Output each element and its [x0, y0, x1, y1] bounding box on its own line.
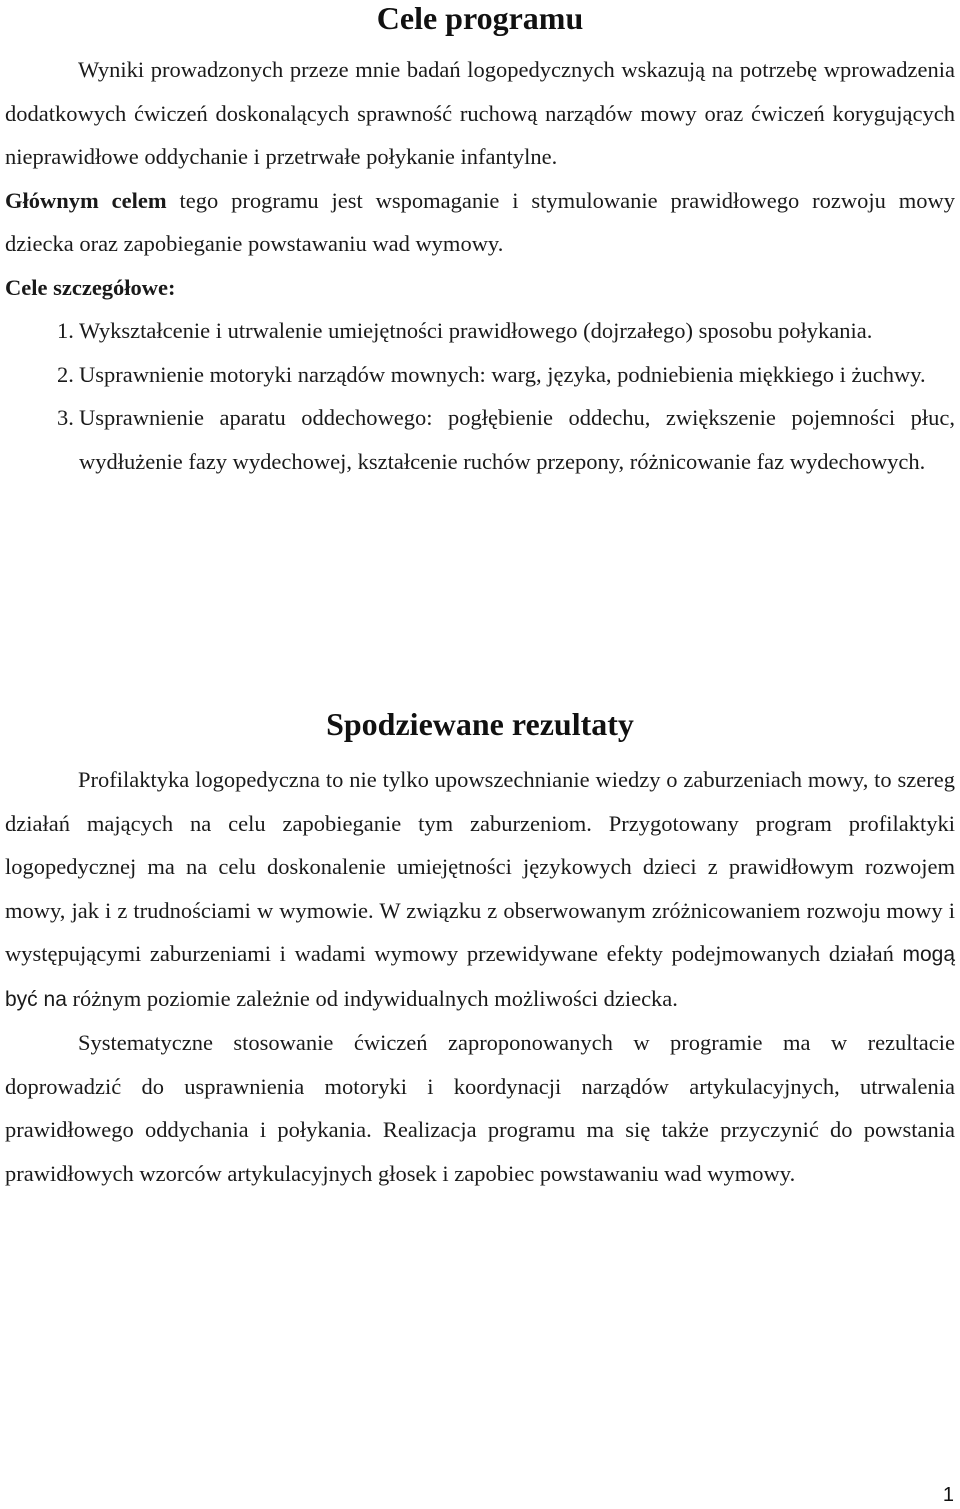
list-item-number: 3. [57, 405, 74, 430]
intro-paragraph: Wyniki prowadzonych przeze mnie badań logopedycznych wskazują na potrzebę wprowadzenia dodatkowych ćwiczeń doskonalących sprawność ruchową narządów mowy oraz ćwiczeń korygujących nieprawidłowe oddychanie i przetrwałe połykanie infantylne. [5, 57, 955, 169]
main-goal-paragraph [5, 179, 955, 266]
detailed-goals-heading: Cele szczegółowe: [5, 274, 176, 300]
list-item-text: Usprawnienie motoryki narządów mownych: warg, języka, podniebienia miękkiego i żuchwy. [79, 361, 926, 387]
page-number: 1 [942, 1484, 954, 1506]
section-title-goals: Cele programu [376, 0, 584, 36]
results-paragraph-2: Systematyczne stosowanie ćwiczeń zaproponowanych w programie ma w rezultacie doprowadzić do usprawnienia motoryki i koordynacji narządów artykulacyjnych, utrwalenia prawidłowego oddychania i połykania. Realizacja programu ma się także przyczynić do powstania prawidłowych wzorców artykulacyjnych głosek i zapobiec powstawaniu wad wymowy. [5, 1030, 955, 1186]
results-paragraph-1-part-a: Profilaktyka logopedyczna to nie tylko upowszechnianie wiedzy o zaburzeniach mowy, to szereg działań mających na celu zapobieganie tym zaburzeniom. Przygotowany program profilaktyki logopedycznej ma na celu doskonalenie umiejętności językowych dzieci z prawidłowym rozwojem mowy, jak i z trudnościami w wymowie. W związku z obserwowanym zróżnicowaniem rozwoju mowy i występującymi zaburzeniami i wadami wymowy przewidywane efekty podejmowanych działań [5, 767, 955, 966]
list-item-text: Wykształcenie i utrwalenie umiejętności prawidłowego (dojrzałego) sposobu połykania. [79, 318, 873, 343]
list-item-number: 1. [57, 318, 74, 343]
detailed-goals-list [5, 309, 955, 483]
goals-section-body [5, 48, 955, 483]
main-goal-label: Głównym celem [5, 187, 167, 213]
results-paragraph-1-part-c: różnym poziomie zależnie od indywidualnych możliwości dziecka. [66, 985, 678, 1011]
results-paragraph-1-part-b: mogą być na [5, 943, 955, 1011]
section-title-results: Spodziewane rezultaty [326, 706, 634, 742]
main-goal-text: tego programu jest wspomaganie i stymulowanie prawidłowego rozwoju mowy dziecka oraz zapobieganie powstawaniu wad wymowy. [5, 187, 955, 256]
list-item [5, 309, 955, 353]
list-item-number: 2. [57, 361, 74, 387]
list-item [5, 353, 955, 397]
results-paragraph-1 [5, 758, 955, 1021]
list-item [5, 396, 955, 483]
list-item-text: Usprawnienie aparatu oddechowego: pogłębienie oddechu, zwiększenie pojemności płuc, wydłużenie fazy wydechowej, kształcenie ruchów przepony, różnicowanie faz wydechowych. [79, 405, 955, 474]
results-section-body [5, 758, 955, 1195]
